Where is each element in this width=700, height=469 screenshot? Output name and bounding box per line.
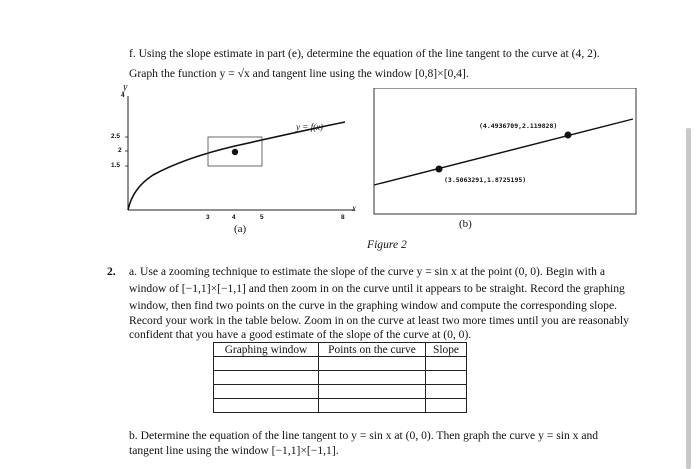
table-row (214, 371, 467, 385)
curve-label: y = f(x) (296, 122, 324, 132)
graph-a-y-top-tick: 4 (121, 92, 125, 99)
table-cell[interactable] (319, 385, 426, 399)
graph-a-caption: (a) (234, 223, 247, 235)
table-header: Slope (426, 343, 467, 357)
graph-a-point (232, 149, 238, 155)
table-cell[interactable] (319, 357, 426, 371)
graph-b-caption: (b) (459, 218, 472, 230)
point-upper-label: (4.4936709,2.119828) (479, 122, 558, 130)
part-f-line-1: f. Using the slope estimate in part (e), determine the equation of the line tangent to the curve at (4, 2). (129, 47, 600, 60)
graph-a-y-tick: 2.5 (111, 133, 121, 140)
table-cell[interactable] (319, 399, 426, 413)
point-lower-label: (3.5063291,1.8725195) (444, 176, 527, 184)
graph-b (371, 88, 641, 230)
graph-a-y-label: y (123, 82, 128, 93)
question-line: confident that you have a good estimate of the slope of the curve at (0, 0). (129, 328, 472, 341)
scrollbar[interactable] (686, 128, 691, 469)
table-cell[interactable] (426, 357, 467, 371)
part-b-line: tangent line using the window [−1,1]×[−1,1]. (129, 444, 339, 457)
table-cell[interactable] (426, 399, 467, 413)
graph-b-point-lower (436, 166, 443, 173)
question-line: window, then find two points on the curve in the graphing window and compute the corresponding slope. (129, 299, 618, 312)
graph-b-svg (371, 88, 641, 223)
table-row (214, 357, 467, 371)
table-cell[interactable] (214, 371, 319, 385)
graph-a-x-label: x (352, 203, 356, 213)
table-cell[interactable] (319, 371, 426, 385)
table-cell[interactable] (214, 357, 319, 371)
graph-a-x-tick: 8 (341, 214, 345, 221)
part-f-line-2: Graph the function y = √x and tangent line using the window [0,8]×[0,4]. (129, 67, 469, 80)
table-cell[interactable] (426, 385, 467, 399)
work-table (213, 342, 467, 413)
table-header: Points on the curve (319, 343, 426, 357)
figure-caption: Figure 2 (367, 238, 407, 251)
question-number: 2. (107, 265, 116, 278)
table-header: Graphing window (214, 343, 319, 357)
graph-a-x-tick: 5 (260, 214, 264, 221)
graph-a-x-tick: 4 (232, 214, 236, 221)
table-row (214, 399, 467, 413)
table-cell[interactable] (426, 371, 467, 385)
graph-a (105, 84, 365, 244)
graph-b-point-upper (565, 132, 572, 139)
table-cell[interactable] (214, 399, 319, 413)
question-line: Record your work in the table below. Zoom in on the curve at least two more times until you are reasonably (129, 314, 629, 327)
graph-a-x-tick: 3 (206, 214, 210, 221)
table-row (214, 385, 467, 399)
question-line: window of [−1,1]×[−1,1] and then zoom in on the curve until it appears to be straight. Record the graphing (129, 282, 625, 295)
table-header-row (214, 343, 467, 357)
graph-a-y-tick: 1.5 (111, 162, 121, 169)
part-b-line: b. Determine the equation of the line tangent to y = sin x at (0, 0). Then graph the curve y = sin x and (129, 429, 599, 442)
table-cell[interactable] (214, 385, 319, 399)
question-line: a. Use a zooming technique to estimate the slope of the curve y = sin x at the point (0, 0). Begin with a (129, 265, 605, 278)
graph-a-y-tick: 2 (118, 147, 122, 154)
